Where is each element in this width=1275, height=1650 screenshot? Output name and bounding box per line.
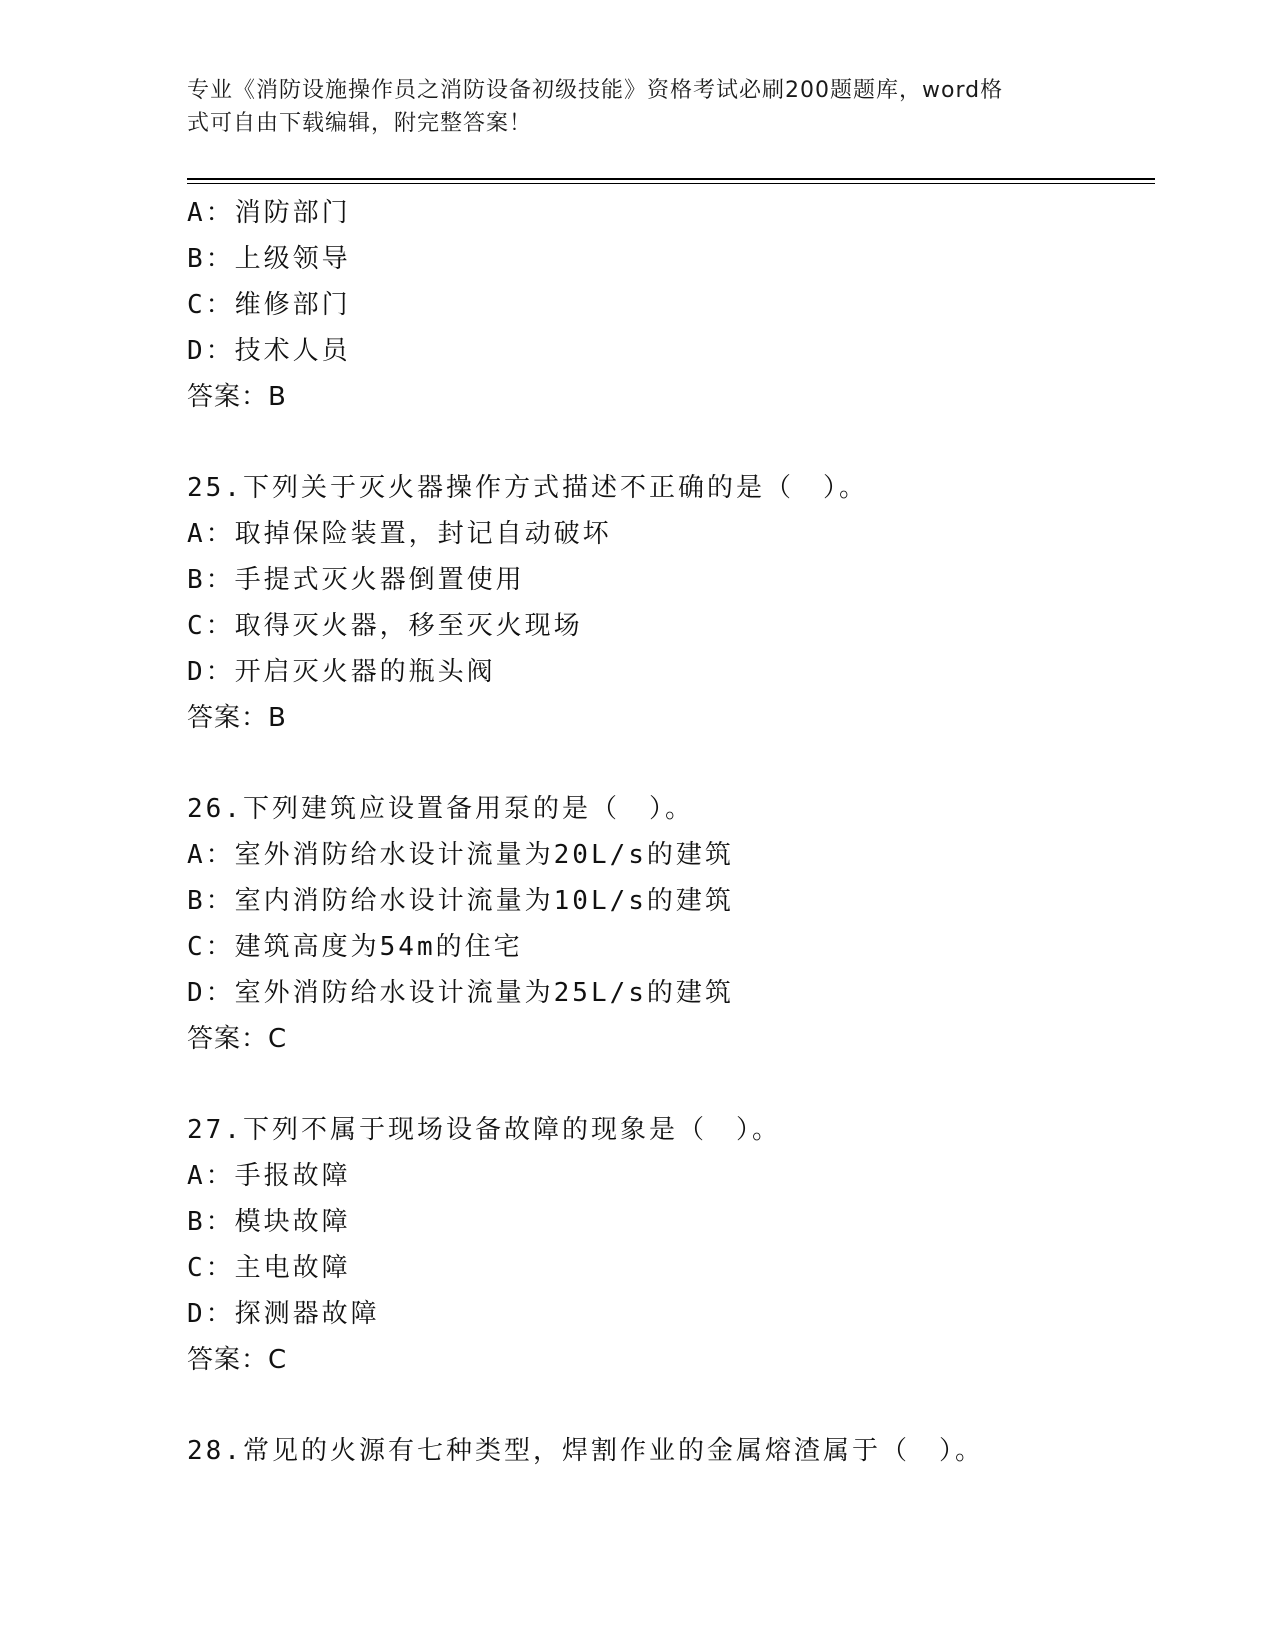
header-rule-thick [187, 178, 1155, 180]
option-d: D：室外消防给水设计流量为25L/s的建筑 [187, 978, 734, 1008]
option-b: B：模块故障 [187, 1207, 351, 1237]
question-block-27 [187, 1107, 1155, 1383]
header-rule-thin [187, 183, 1155, 184]
header-line-1: 专业《消防设施操作员之消防设备初级技能》资格考试必刷200题题库，word格 [187, 78, 1004, 103]
option-b: B：室内消防给水设计流量为10L/s的建筑 [187, 886, 734, 916]
question-block-26 [187, 786, 1155, 1062]
header-line-2: 式可自由下载编辑，附完整答案！ [187, 111, 533, 136]
option-d: D：探测器故障 [187, 1299, 380, 1329]
question-list [187, 190, 1155, 1474]
question-block-24 [187, 190, 1155, 420]
answer-line: 答案：B [187, 382, 287, 412]
option-c: C：取得灭火器，移至灭火现场 [187, 611, 583, 641]
question-text: 27.下列不属于现场设备故障的现象是（ ）。 [187, 1115, 781, 1145]
option-b: B：上级领导 [187, 244, 351, 274]
option-c: C：维修部门 [187, 290, 351, 320]
question-block-25 [187, 465, 1155, 741]
option-a: A：消防部门 [187, 198, 351, 228]
answer-line: 答案：C [187, 1345, 288, 1375]
question-text: 26.下列建筑应设置备用泵的是（ ）。 [187, 794, 694, 824]
document-header [187, 74, 1087, 140]
option-a: A：手报故障 [187, 1161, 351, 1191]
option-c: C：建筑高度为54m的住宅 [187, 932, 523, 962]
option-a: A：室外消防给水设计流量为20L/s的建筑 [187, 840, 734, 870]
option-d: D：开启灭火器的瓶头阀 [187, 657, 496, 687]
answer-line: 答案：C [187, 1024, 288, 1054]
option-a: A：取掉保险装置，封记自动破坏 [187, 519, 612, 549]
answer-line: 答案：B [187, 703, 287, 733]
option-d: D：技术人员 [187, 336, 351, 366]
question-text: 28.常见的火源有七种类型，焊割作业的金属熔渣属于（ ）。 [187, 1436, 984, 1466]
question-text: 25.下列关于灭火器操作方式描述不正确的是（ ）。 [187, 473, 868, 503]
option-c: C：主电故障 [187, 1253, 351, 1283]
question-block-28 [187, 1428, 1155, 1474]
option-b: B：手提式灭火器倒置使用 [187, 565, 525, 595]
